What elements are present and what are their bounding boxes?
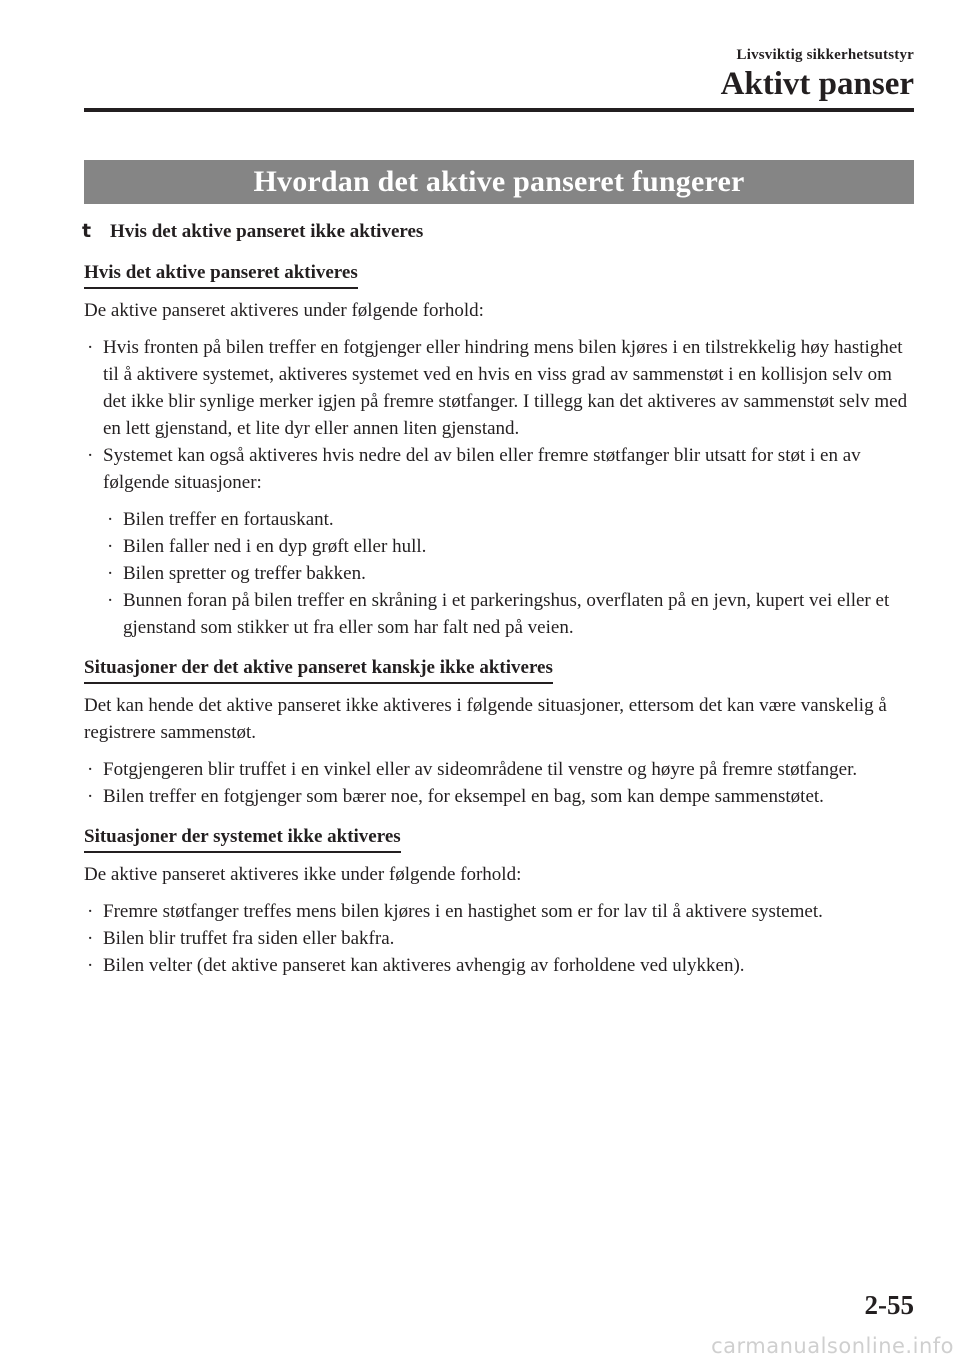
list-item: · Bilen velter (det aktive panseret kan aktiveres avhengig av forholdene ved ulykken). — [84, 952, 914, 979]
list-item: · Bilen treffer en fotgjenger som bærer noe, for eksempel en bag, som kan dempe sammenstøtet. — [84, 783, 914, 810]
intro-activation: De aktive panseret aktiveres under følgende forhold: — [84, 300, 484, 321]
bullets-not-activate — [84, 898, 914, 979]
bullet-dot: · — [87, 955, 94, 976]
list-item: · Fremre støtfanger treffes mens bilen kjøres i en hastighet som er for lav til å aktivere systemet. — [84, 898, 914, 925]
bullets-activation — [84, 334, 914, 496]
block-may-not-activate — [84, 651, 914, 810]
list-item: · Bilen spretter og treffer bakken. — [104, 560, 914, 587]
bullet-dot: · — [107, 590, 114, 611]
list-item: · Fotgjengeren blir truffet i en vinkel eller av sideområdene til venstre og høyre på fremre støtfanger. — [84, 756, 914, 783]
bullet-dot: · — [107, 509, 114, 530]
block-not-activate — [84, 820, 914, 979]
content — [84, 218, 914, 989]
bullet-dot: · — [87, 445, 94, 466]
subheading-may-not-activate: Situasjoner der det aktive panseret kanskje ikke aktiveres — [84, 655, 553, 684]
subheading-activation: Hvis det aktive panseret aktiveres — [84, 260, 358, 289]
list-item: · Bilen treffer en fortauskant. — [104, 506, 914, 533]
intro-not-activate: De aktive panseret aktiveres ikke under følgende forhold: — [84, 864, 522, 885]
chapter-title: Aktivt panser — [720, 66, 914, 102]
list-item: · Bilen faller ned i en dyp grøft eller hull. — [104, 533, 914, 560]
page-number: 2-55 — [864, 1290, 914, 1320]
section-marker-icon: t — [82, 220, 92, 242]
bullet-dot: · — [107, 536, 114, 557]
sub-bullets-situations — [84, 506, 914, 641]
intro-may-not-activate: Det kan hende det aktive panseret ikke aktiveres i følgende situasjoner, ettersom det kan være vanskelig å registrere sammenstøt. — [84, 695, 887, 743]
list-item: · Bilen blir truffet fra siden eller bakfra. — [84, 925, 914, 952]
subheading-not-activate: Situasjoner der systemet ikke aktiveres — [84, 824, 401, 853]
bullets-may-not-activate — [84, 756, 914, 810]
list-item: · Hvis fronten på bilen treffer en fotgjenger eller hindring mens bilen kjøres i en tilstrekkelig høy hastighet til å aktivere systemet, aktiveres systemet ved en hvis en viss grad av sammenstøt i en kollisjon selv om det ikke blir synlige merker igjen på fremre støtfanger. I tillegg kan det aktiveres av sammenstøt selv med en lett gjenstand, et lite dyr eller annen liten gjenstand. — [84, 334, 914, 442]
bullet-dot: · — [87, 901, 94, 922]
chapter-kicker: Livsviktig sikkerhetsutstyr — [736, 47, 914, 63]
bullet-dot: · — [87, 928, 94, 949]
lead-row — [84, 218, 914, 248]
lead-heading: Hvis det aktive panseret ikke aktiveres — [110, 221, 424, 242]
bullet-dot: · — [87, 337, 94, 358]
bullet-dot: · — [87, 759, 94, 780]
section-banner: Hvordan det aktive panseret fungerer — [84, 160, 914, 204]
bullet-dot: · — [107, 563, 114, 584]
block-activation — [84, 256, 914, 641]
bullet-dot: · — [87, 786, 94, 807]
list-item: · Systemet kan også aktiveres hvis nedre del av bilen eller fremre støtfanger blir utsatt for støt i en av følgende situasjoner: — [84, 442, 914, 496]
list-item: · Bunnen foran på bilen treffer en skråning i et parkeringshus, overflaten på en jevn, kupert vei eller et gjenstand som stikker ut fra eller som har falt ned på veien. — [104, 587, 914, 641]
header-rule — [84, 108, 914, 112]
watermark: carmanualsonline.info — [711, 1334, 954, 1358]
